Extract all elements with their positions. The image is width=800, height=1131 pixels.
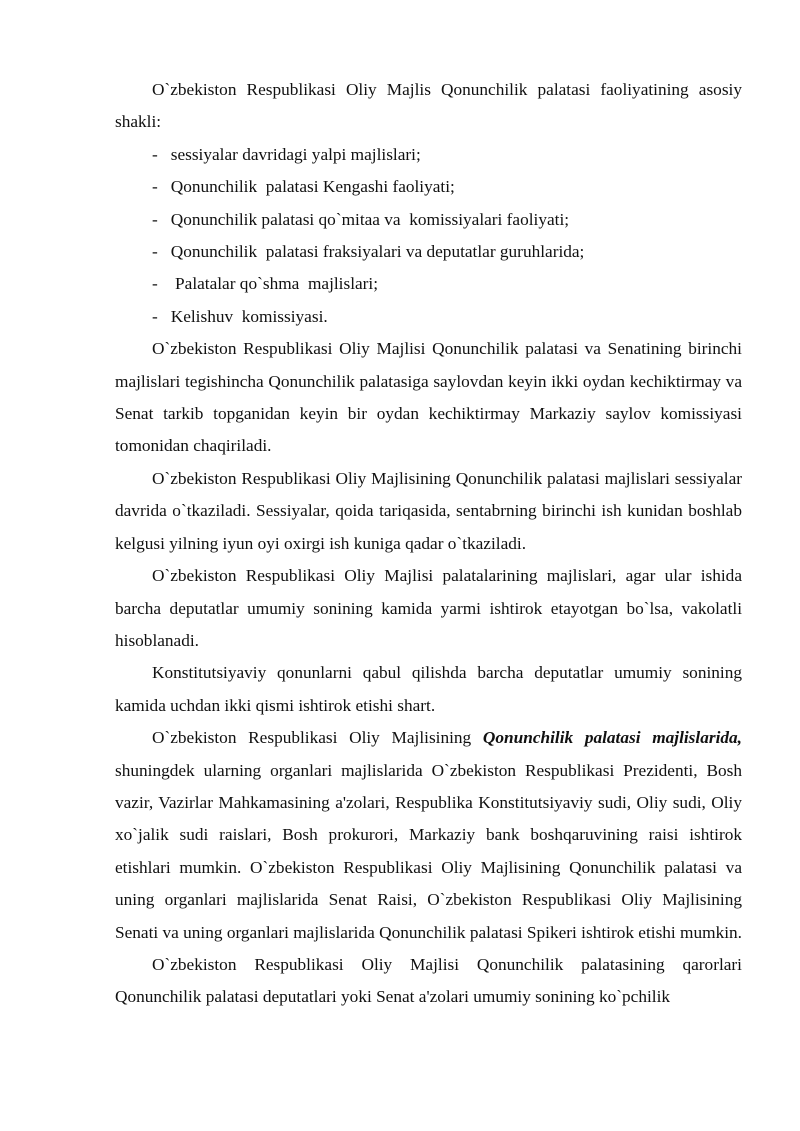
activity-forms-list [115,139,742,333]
list-item: - Qonunchilik palatasi qo`mitaa va komissiyalari faoliyati; [152,209,570,229]
emphasized-text: Qonunchilik palatasi majlislarida, [482,728,742,748]
paragraph-7: O`zbekiston Respublikasi Oliy Majlisi Qonunchilik palatasining qarorlari Qonunchilik palatasi deputatlari yoki Senat a'zolari umumiy sonining ko`pchilik [115,954,742,1007]
list-item: - Qonunchilik palatasi fraksiyalari va deputatlar guruhlarida; [152,242,585,262]
paragraph-1: O`zbekiston Respublikasi Oliy Majlis Qonunchilik palatasi faoliyatining asosiy shakli: [115,80,742,132]
list-item: - sessiyalar davridagi yalpi majlislari; [152,144,421,164]
paragraph-2: O`zbekiston Respublikasi Oliy Majlisi Qonunchilik palatasi va Senatining birinchi majlislari tegishincha Qonunchilik palatasiga saylovdan keyin ikki oydan kechiktirmay va Senat tarkib topganidan keyin bir oydan kechiktirmay Markaziy saylov komissiyasi tomonidan chaqiriladi. [115,339,742,456]
paragraph-6 [115,722,742,949]
paragraph-6-rest: shuningdek ularning organlari majlislarida O`zbekiston Respublikasi Prezidenti, Bosh vazir, Vazirlar Mahkamasining a'zolari, Respublika Konstitutsiyaviy sudi, Oliy sudi, Oliy xo`jalik sudi raislari, Bosh prokurori, Markaziy bank boshqaruvining raisi ishtirok etishlari mumkin. O`zbekiston Respublikasi Oliy Majlisining Qonunchilik palatasi va uning organlari majlislarida Senat Raisi, O`zbekiston Respublikasi Oliy Majlisining Senati va uning organlari majlislarida Qonunchilik palatasi Spikeri ishtirok etishi mumkin. [115,760,742,942]
paragraph-6-start: O`zbekiston Respublikasi Oliy Majlisining [152,728,483,748]
list-item: - Qonunchilik palatasi Kengashi faoliyati; [152,177,455,197]
paragraph-4: O`zbekiston Respublikasi Oliy Majlisi palatalarining majlislari, agar ular ishida barcha deputatlar umumiy sonining kamida yarmi ishtirok etayotgan bo`lsa, vakolatli hisoblanadi. [115,566,742,650]
list-item: - Palatalar qo`shma majlislari; [152,274,379,294]
list-item: - Kelishuv komissiyasi. [152,306,328,326]
paragraph-3: O`zbekiston Respublikasi Oliy Majlisining Qonunchilik palatasi majlislari sessiyalar davrida o`tkaziladi. Sessiyalar, qoida tariqasida, sentabrning birinchi ish kunidan boshlab kelgusi yilning iyun oyi oxirgi ish kuniga qadar o`tkaziladi. [115,468,742,553]
paragraph-5: Konstitutsiyaviy qonunlarni qabul qilishda barcha deputatlar umumiy sonining kamida uchdan ikki qismi ishtirok etishi shart. [115,663,742,715]
